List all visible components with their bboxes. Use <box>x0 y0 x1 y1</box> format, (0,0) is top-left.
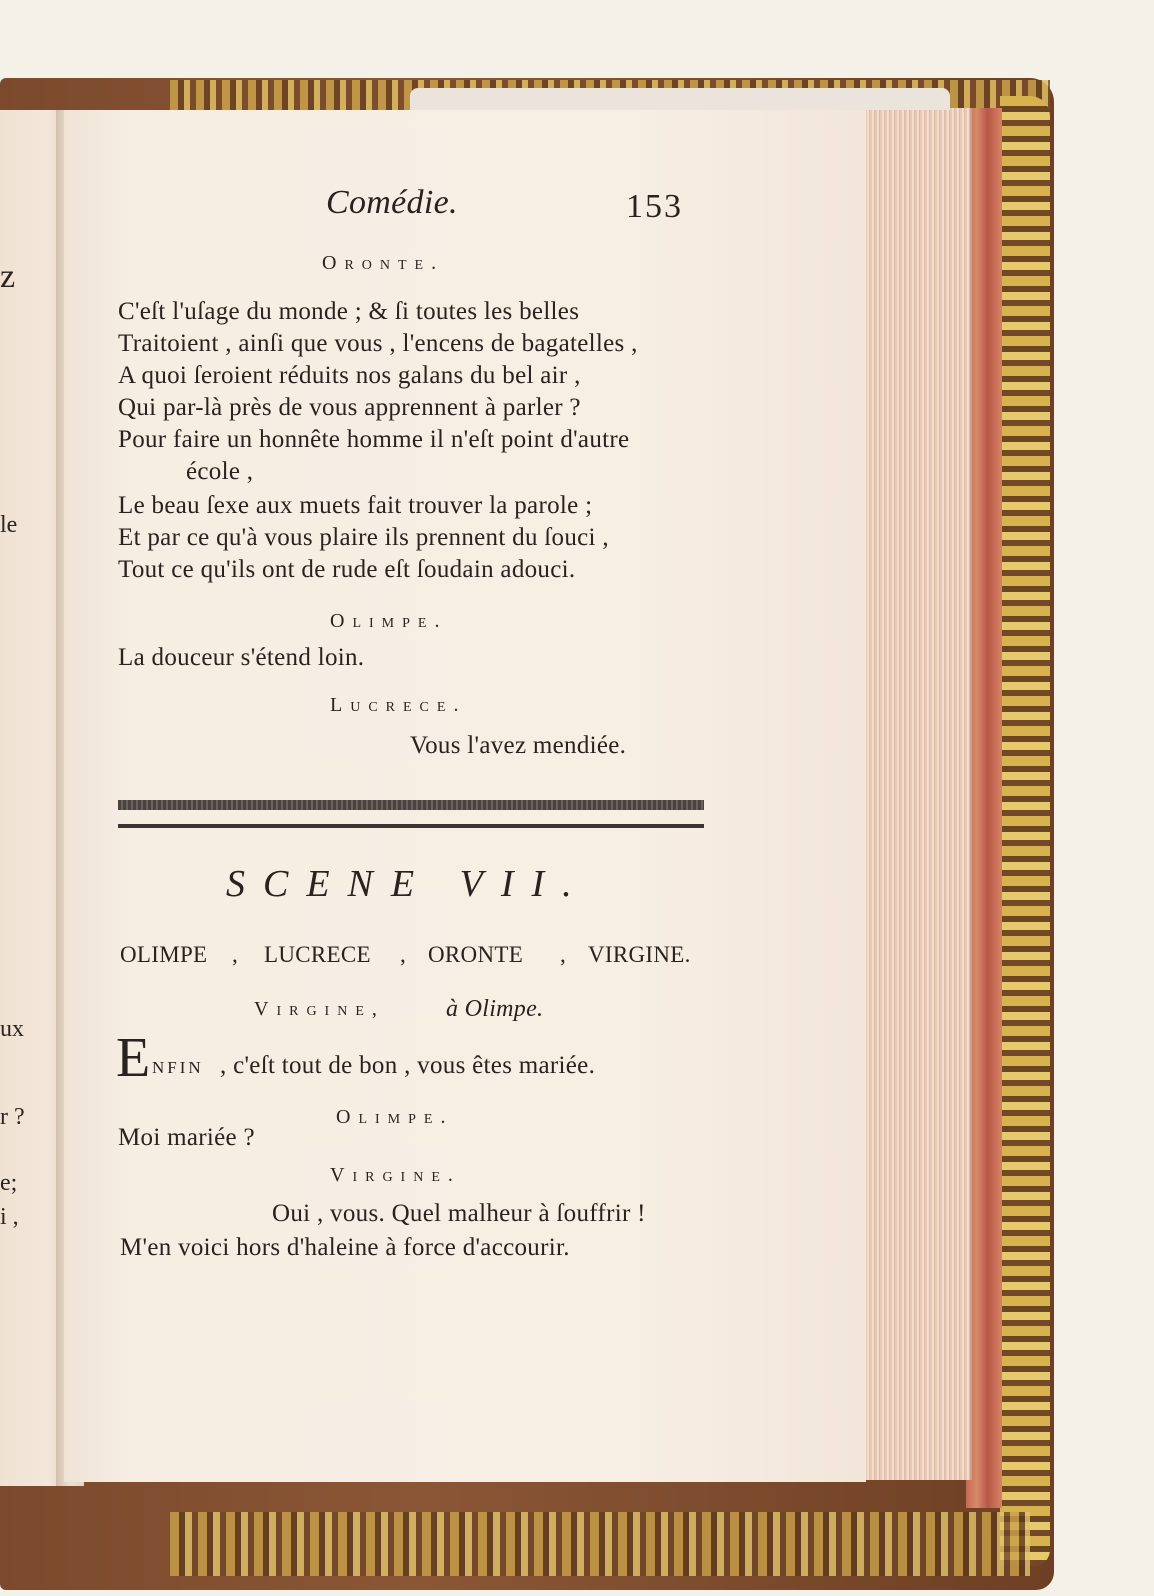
verse-line: C'eſt l'uſage du monde ; & ſi toutes les belles <box>118 298 580 325</box>
verse-line: La douceur s'étend loin. <box>118 644 365 671</box>
verse-line: A quoi ſeroient réduits nos galans du bel air , <box>118 362 581 389</box>
speaker-name: Virgine. <box>330 1164 461 1186</box>
first-word: NFIN <box>152 1058 204 1077</box>
scene-divider-thick <box>118 800 704 810</box>
verse-line: école , <box>186 458 254 485</box>
speaker-name: Olimpe. <box>336 1106 454 1128</box>
drop-cap: E <box>116 1027 151 1089</box>
left-fragment: i , <box>0 1204 19 1230</box>
page-number: 153 <box>626 188 683 225</box>
cast-name: LUCRECE <box>264 942 371 967</box>
verse-line: Moi mariée ? <box>118 1124 255 1151</box>
verse-line: , c'eſt tout de bon , vous êtes mariée. <box>220 1052 596 1079</box>
scene-title: SCENE VII. <box>226 863 590 905</box>
speaker-name: Virgine, <box>254 998 385 1020</box>
left-fragment: le <box>0 512 18 538</box>
stage-direction: à Olimpe. <box>446 996 544 1022</box>
verse-line: Oui , vous. Quel malheur à ſouffrir ! <box>272 1200 646 1227</box>
verse-line: Vous l'avez mendiée. <box>410 732 627 759</box>
bookmark-slip <box>410 88 950 110</box>
scene-divider-thin <box>118 824 704 828</box>
left-fragment: z <box>0 258 16 295</box>
verse-line: Pour faire un honnête homme il n'eſt point d'autre <box>118 426 630 453</box>
speaker-name: Olimpe. <box>330 610 448 632</box>
cast-name: OLIMPE <box>120 942 208 967</box>
cast-separator: , <box>232 942 239 967</box>
speaker-name: Lucrece. <box>330 694 467 716</box>
cast-separator: , <box>560 942 567 967</box>
verse-line: Le beau ſexe aux muets fait trouver la parole ; <box>118 492 593 519</box>
left-fragment: r ? <box>0 1104 25 1130</box>
speaker-name: Oronte. <box>322 252 445 274</box>
verse-line: Et par ce qu'à vous plaire ils prennent du ſouci , <box>118 524 609 551</box>
page-block-edges <box>860 108 972 1480</box>
verse-line: Tout ce qu'ils ont de rude eſt ſoudain adouci. <box>118 556 576 583</box>
verse-line: M'en voici hors d'haleine à force d'accourir. <box>120 1234 570 1261</box>
left-fragment: ux <box>0 1016 24 1042</box>
gilt-spine <box>1000 96 1050 1566</box>
cast-separator: , <box>400 942 407 967</box>
verse-line: Qui par-là près de vous apprennent à parler ? <box>118 394 581 421</box>
verse-line: Traitoient , ainſi que vous , l'encens de bagatelles , <box>118 330 638 357</box>
cast-name: VIRGINE. <box>588 942 691 967</box>
cast-name: ORONTE <box>428 942 524 967</box>
running-head: Comédie. <box>326 184 458 221</box>
gilt-bottom-edge <box>170 1512 1030 1576</box>
left-fragment: e; <box>0 1170 18 1196</box>
